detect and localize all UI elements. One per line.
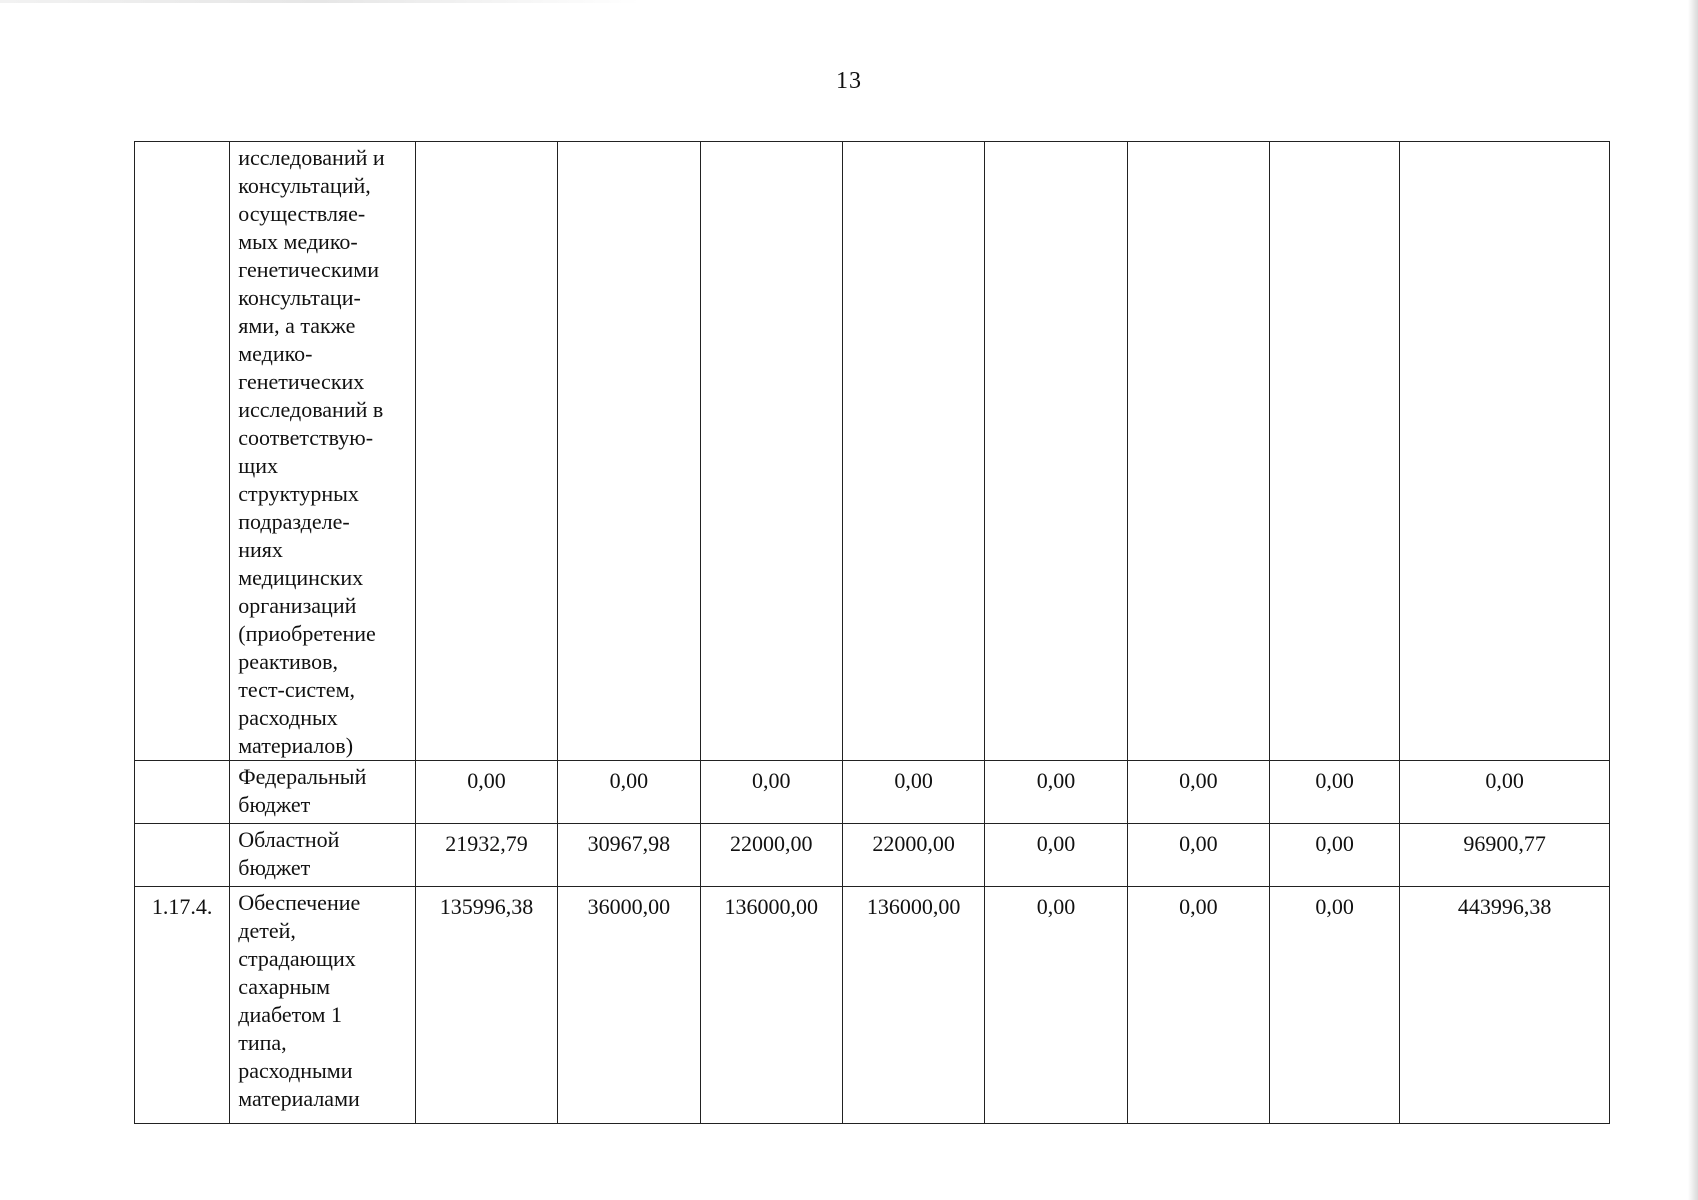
value-cell: 0,00 (842, 761, 984, 824)
value-cell: 21932,79 (415, 824, 557, 887)
total-cell (1400, 142, 1610, 761)
value-cell: 0,00 (1270, 887, 1400, 1124)
table-row (135, 887, 1610, 1124)
row-name-cell (230, 142, 416, 761)
value-cell: 22000,00 (842, 824, 984, 887)
value-cell: 30967,98 (558, 824, 700, 887)
value-cell: 0,00 (1127, 824, 1269, 887)
value-cell: 0,00 (1127, 887, 1269, 1124)
value-cell: 0,00 (415, 761, 557, 824)
scan-artifact-top (0, 0, 640, 3)
value-cell: 0,00 (1270, 761, 1400, 824)
value-cell: 0,00 (1127, 761, 1269, 824)
table-row (135, 761, 1610, 824)
value-cell (415, 142, 557, 761)
value-cell: 0,00 (985, 887, 1127, 1124)
value-cell (1127, 142, 1269, 761)
value-cell: 0,00 (700, 761, 842, 824)
row-name-cell (230, 824, 416, 887)
total-cell: 0,00 (1400, 761, 1610, 824)
value-cell (700, 142, 842, 761)
value-cell: 0,00 (985, 824, 1127, 887)
value-cell: 0,00 (985, 761, 1127, 824)
row-name-text: Областной бюджет (238, 827, 340, 880)
value-cell: 0,00 (1270, 824, 1400, 887)
row-number-cell (135, 824, 230, 887)
total-cell: 443996,38 (1400, 887, 1610, 1124)
value-cell (558, 142, 700, 761)
budget-table (134, 141, 1610, 1124)
value-cell (985, 142, 1127, 761)
row-name-cell (230, 761, 416, 824)
row-name-cell (230, 887, 416, 1124)
value-cell: 22000,00 (700, 824, 842, 887)
value-cell: 135996,38 (415, 887, 557, 1124)
row-name-text: Федеральный бюджет (238, 764, 367, 817)
value-cell (842, 142, 984, 761)
value-cell (1270, 142, 1400, 761)
table-row (135, 824, 1610, 887)
row-name-text: исследований и консультаций, осуществляе- мых медико- генетическими консультаци- ями, а также медико- генетических исследований в соответствую- щих структурных подразделе- ниях медицинских организаций (приобретение реактивов, тест-систем, расходных материалов) (238, 145, 385, 758)
total-cell: 96900,77 (1400, 824, 1610, 887)
row-number-cell: 1.17.4. (135, 887, 230, 1124)
value-cell: 136000,00 (700, 887, 842, 1124)
scan-artifact-edge (1688, 0, 1698, 1200)
value-cell: 36000,00 (558, 887, 700, 1124)
row-number-cell (135, 142, 230, 761)
row-name-text: Обеспечение детей, страдающих сахарным диабетом 1 типа, расходными материалами (238, 890, 361, 1111)
value-cell: 0,00 (558, 761, 700, 824)
table-row (135, 142, 1610, 761)
page-number: 13 (836, 68, 862, 94)
value-cell: 136000,00 (842, 887, 984, 1124)
row-number-cell (135, 761, 230, 824)
